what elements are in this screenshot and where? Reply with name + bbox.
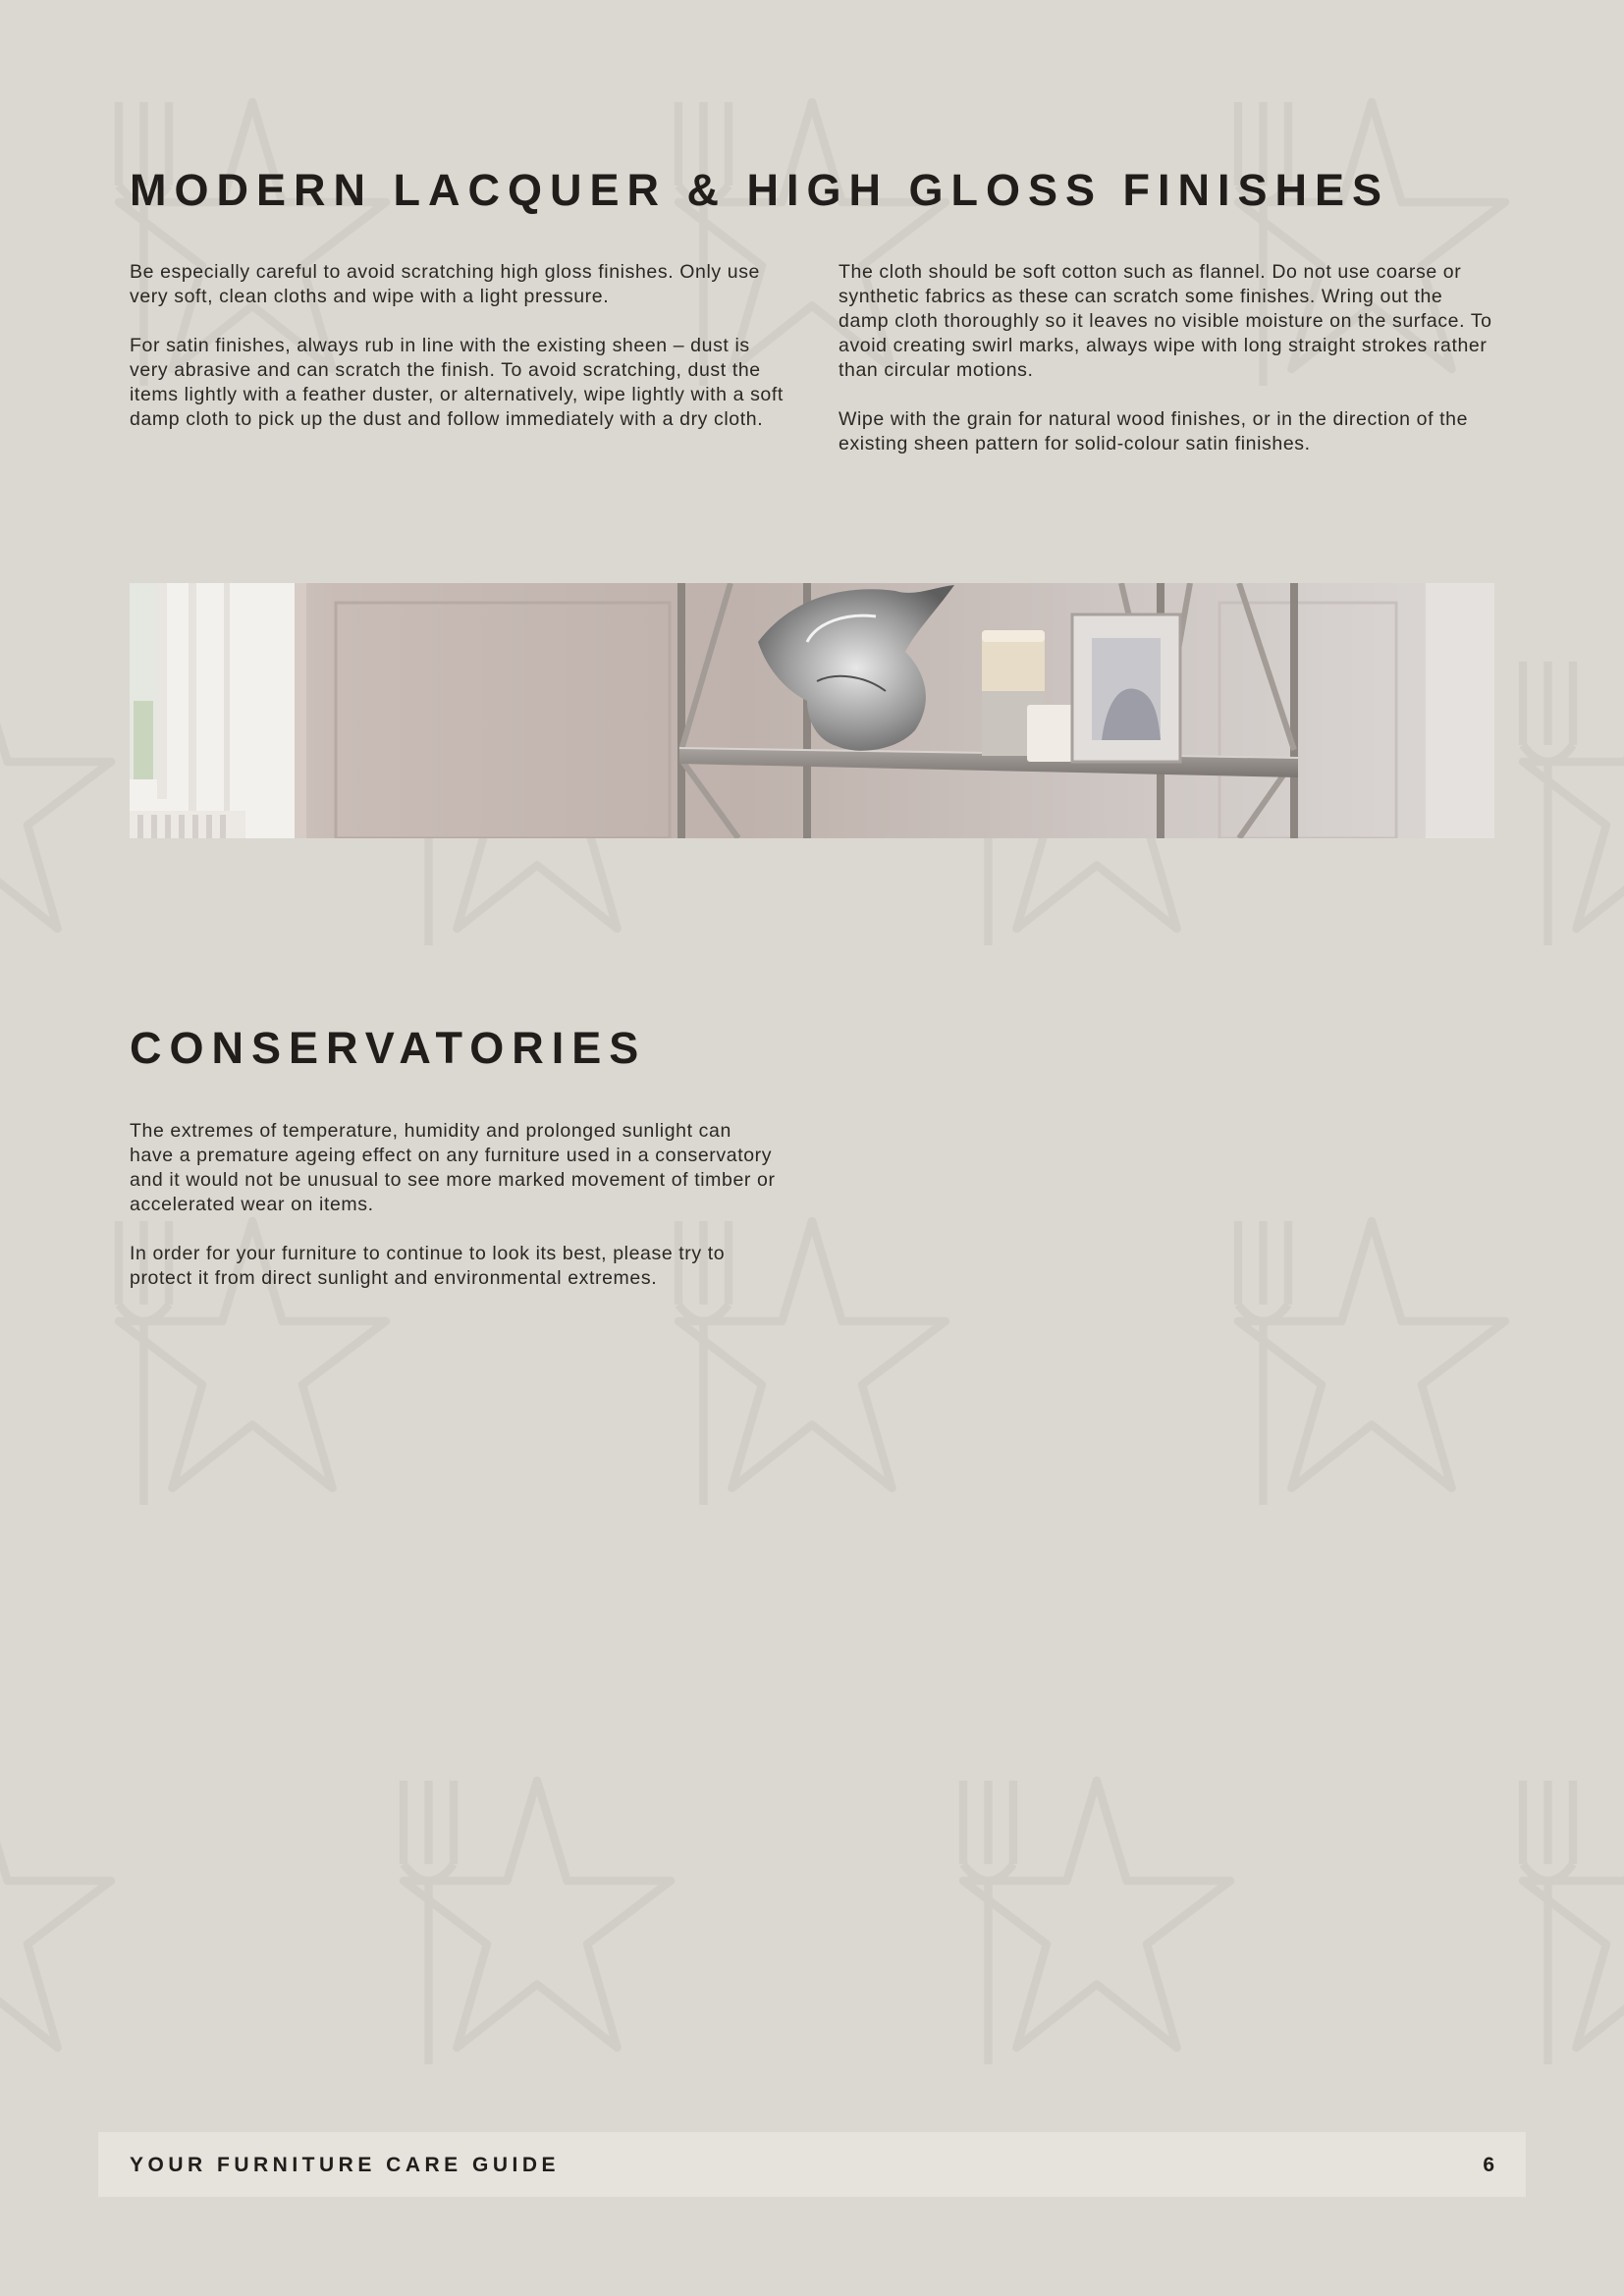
footer-title: YOUR FURNITURE CARE GUIDE <box>130 2154 561 2176</box>
fork-star-icon <box>1473 628 1624 962</box>
lacquer-right-column <box>839 260 1498 481</box>
fork-star-icon <box>0 1747 128 2081</box>
paragraph: In order for your furniture to continue to look its best, please try to protect it from direct sunlight and environmental extremes. <box>130 1243 726 1289</box>
paragraph: The cloth should be soft cotton such as flannel. Do not use coarse or synthetic fabrics as these can scratch some finishes. Wring out the damp cloth thoroughly so it leaves no visible moisture on the surface. To avoid creating swirl marks, always wipe with long straight strokes rather than circular motions. <box>839 261 1492 381</box>
lacquer-left-column <box>130 260 789 456</box>
paragraph: Be especially careful to avoid scratching high gloss finishes. Only use very soft, clean cloths and wipe with a light pressure. <box>130 261 760 307</box>
fork-star-icon <box>1473 1747 1624 2081</box>
fork-star-icon <box>0 628 128 962</box>
paragraph: For satin finishes, always rub in line with the existing sheen – dust is very abrasive and can scratch the finish. To avoid scratching, dust the items lightly with a feather duster, or alternatively, wipe lightly with a soft damp cloth to pick up the dust and follow immediately with a dry cloth. <box>130 335 784 430</box>
section-title-conservatories: CONSERVATORIES <box>130 1023 647 1073</box>
furniture-photo <box>130 583 1494 838</box>
footer-bar <box>98 2132 1526 2197</box>
section-title-lacquer: MODERN LACQUER & HIGH GLOSS FINISHES <box>130 165 1390 215</box>
fork-star-icon <box>1188 1188 1522 1522</box>
fork-star-icon <box>913 1747 1247 2081</box>
paragraph: Wipe with the grain for natural wood finishes, or in the direction of the existing sheen pattern for solid-colour satin finishes. <box>839 408 1469 454</box>
fork-star-icon <box>353 1747 687 2081</box>
conservatories-column <box>130 1119 778 1315</box>
paragraph: The extremes of temperature, humidity and prolonged sunlight can have a premature ageing effect on any furniture used in a conservatory and it would not be unusual to see more marked movement of timber or accelerated wear on items. <box>130 1120 776 1215</box>
page-number: 6 <box>1483 2154 1494 2176</box>
